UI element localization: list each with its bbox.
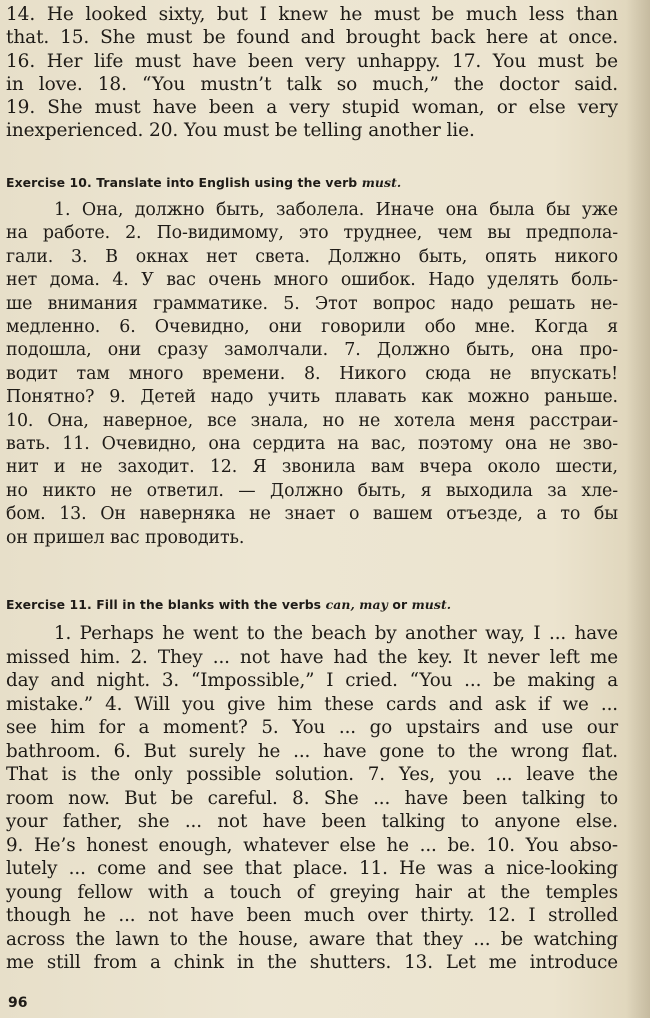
text-line: медленно. 6. Очевидно, они говорили обо мне. Когда я xyxy=(6,317,618,338)
exercise-10-heading-emphasis: must. xyxy=(361,175,402,190)
text-line: That is the only possible solution. 7. Yes, you ... leave the xyxy=(6,764,618,785)
text-line: на работе. 2. По-видимому, это труднее, чем вы предпола- xyxy=(6,223,618,244)
text-line: бом. 13. Он наверняка не знает о вашем отъезде, а то бы xyxy=(6,504,618,525)
exercise-10-heading-text: Exercise 10. Translate into English using the verb xyxy=(6,175,362,190)
page-number: 96 xyxy=(8,995,28,1011)
text-line: that. 15. She must be found and brought back here at once. xyxy=(6,27,618,49)
text-line: подошла, они сразу замолчали. 7. Должно быть, она про- xyxy=(6,340,618,361)
text-line: lutely ... come and see that place. 11. He was a nice-looking xyxy=(6,858,618,879)
text-line: водит там много времени. 8. Никого сюда не впускать! xyxy=(6,363,618,384)
text-line: inexperienced. 20. You must be telling another lie. xyxy=(6,120,475,142)
exercise-11-body xyxy=(6,622,618,975)
text-line: нит и не заходит. 12. Я звонила вам вчера около шести, xyxy=(6,457,618,478)
text-line: in love. 18. “You mustn’t talk so much,” the doctor said. xyxy=(6,73,618,95)
text-line: 14. He looked sixty, but I knew he must be much less than xyxy=(6,4,618,25)
text-line: нет дома. 4. У вас очень много ошибок. Надо уделять боль- xyxy=(6,270,618,291)
exercise-11-heading-text: Exercise 11. Fill in the blanks with the verbs xyxy=(6,597,326,612)
text-line: 1. Perhaps he went to the beach by another way, I ... have xyxy=(54,623,618,644)
text-line: though he ... not have been much over thirty. 12. I strolled xyxy=(6,905,618,926)
exercise-10-heading xyxy=(6,175,401,190)
text-line: me still from a chink in the shutters. 13. Let me introduce xyxy=(6,952,618,973)
text-line: day and night. 3. “Impossible,” I cried. “You ... be making a xyxy=(6,670,618,691)
text-line: missed him. 2. They ... not have had the key. It never left me xyxy=(6,646,618,668)
text-line: across the lawn to the house, aware that they ... be watching xyxy=(6,928,618,950)
text-line: mistake.” 4. Will you give him these cards and ask if we ... xyxy=(6,693,618,715)
text-line: вать. 11. Очевидно, она сердита на вас, поэтому она не зво- xyxy=(6,434,618,455)
text-line: Понятно? 9. Детей надо учить плавать как можно раньше. xyxy=(6,387,618,408)
continued-paragraph xyxy=(6,3,618,143)
exercise-11-heading-emphasis-1: can, may xyxy=(325,597,388,612)
exercise-11-heading-emphasis-2: must. xyxy=(411,597,452,612)
text-line: гали. 3. В окнах нет света. Должно быть, опять никого xyxy=(6,246,618,267)
text-line: ше внимания грамматике. 5. Этот вопрос надо решать не- xyxy=(6,293,618,314)
exercise-10-body xyxy=(6,199,618,550)
text-line: 16. Her life must have been very unhappy. 17. You must be xyxy=(6,50,618,72)
text-line: 19. She must have been a very stupid woman, or else very xyxy=(6,97,618,119)
exercise-11-heading-connector: or xyxy=(387,597,412,612)
text-line: see him for a moment? 5. You ... go upstairs and use our xyxy=(6,717,618,738)
text-line: bathroom. 6. But surely he ... have gone to the wrong flat. xyxy=(6,740,618,762)
text-line: young fellow with a touch of greying hair at the temples xyxy=(6,881,618,903)
page-fold-shadow xyxy=(626,0,650,1018)
text-line: но никто не ответил. — Должно быть, я выходила за хле- xyxy=(6,480,618,501)
text-line: он пришел вас проводить. xyxy=(6,527,245,548)
text-line: 10. Она, наверное, все знала, но не хотела меня расстраи- xyxy=(6,410,618,431)
text-line: room now. But be careful. 8. She ... have been talking to xyxy=(6,787,618,809)
exercise-11-heading xyxy=(6,597,451,612)
text-line: 9. He’s honest enough, whatever else he ... be. 10. You abso- xyxy=(6,834,618,856)
text-line: your father, she ... not have been talking to anyone else. xyxy=(6,811,618,832)
text-line: 1. Она, должно быть, заболела. Иначе она была бы уже xyxy=(54,200,618,220)
